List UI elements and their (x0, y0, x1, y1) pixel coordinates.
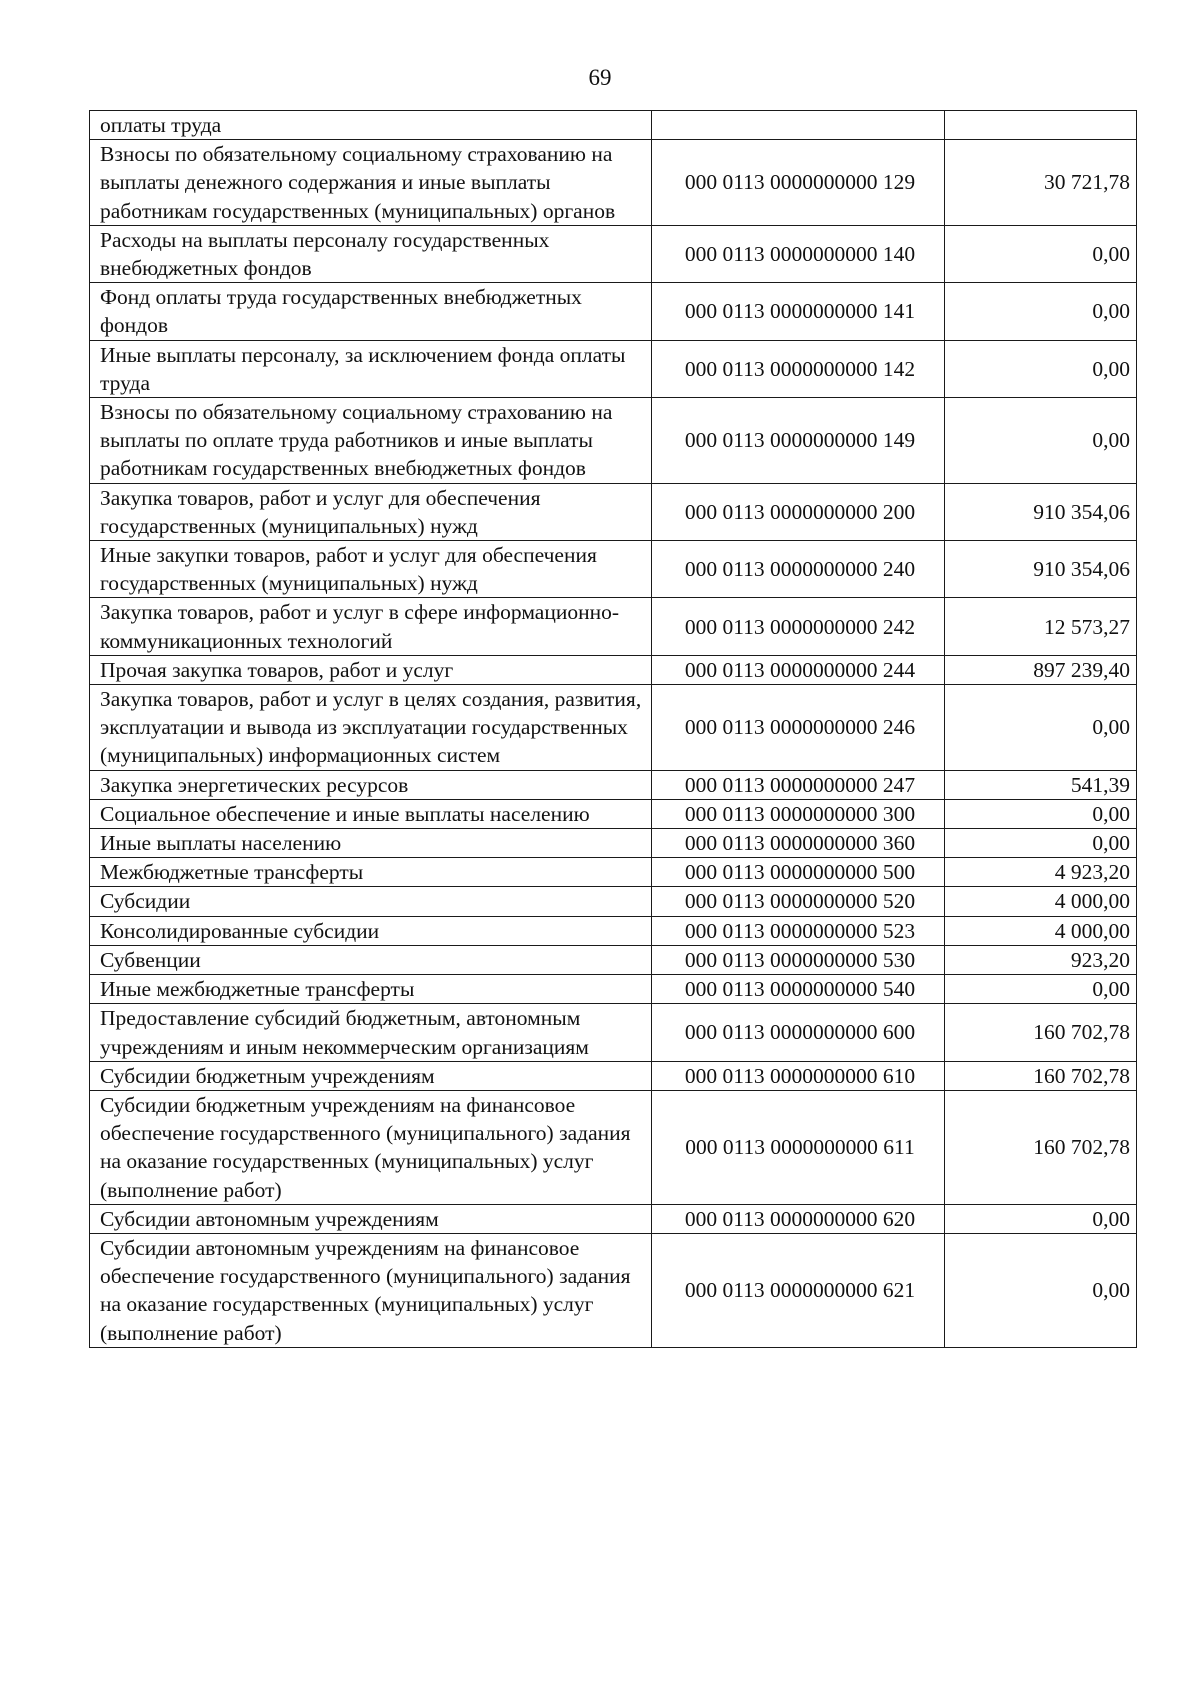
table-row (90, 398, 1137, 484)
row-amount-cell: 30 721,78 (945, 140, 1137, 226)
table-row (90, 829, 1137, 858)
table-row (90, 598, 1137, 655)
row-code-cell: 000 0113 0000000000 246 (652, 685, 945, 771)
row-code-cell: 000 0113 0000000000 620 (652, 1204, 945, 1233)
row-amount-cell: 897 239,40 (945, 655, 1137, 684)
table-row (90, 283, 1137, 340)
row-code-cell: 000 0113 0000000000 149 (652, 398, 945, 484)
row-amount-cell: 0,00 (945, 799, 1137, 828)
row-amount-cell: 160 702,78 (945, 1004, 1137, 1061)
row-name-cell: Социальное обеспечение и иные выплаты населению (90, 799, 652, 828)
table-row (90, 916, 1137, 945)
row-amount-cell: 4 000,00 (945, 916, 1137, 945)
row-amount-cell: 0,00 (945, 975, 1137, 1004)
table-row (90, 1233, 1137, 1347)
row-amount-cell: 160 702,78 (945, 1061, 1137, 1090)
row-code-cell: 000 0113 0000000000 141 (652, 283, 945, 340)
table-row (90, 111, 1137, 140)
row-amount-cell: 0,00 (945, 398, 1137, 484)
row-amount-cell: 0,00 (945, 283, 1137, 340)
row-code-cell: 000 0113 0000000000 140 (652, 225, 945, 282)
row-code-cell: 000 0113 0000000000 300 (652, 799, 945, 828)
table-row (90, 887, 1137, 916)
row-amount-cell: 541,39 (945, 770, 1137, 799)
row-code-cell: 000 0113 0000000000 142 (652, 340, 945, 397)
table-row (90, 799, 1137, 828)
row-name-cell: Субсидии автономным учреждениям на финансовое обеспечение государственного (муниципального) задания на оказание государственных (муниципальных) услуг (выполнение работ) (90, 1233, 652, 1347)
table-row (90, 770, 1137, 799)
row-code-cell: 000 0113 0000000000 600 (652, 1004, 945, 1061)
row-name-cell: Закупка товаров, работ и услуг в целях создания, развития, эксплуатации и вывода из эксплуатации государственных (муниципальных) информационных систем (90, 685, 652, 771)
row-name-cell: Межбюджетные трансферты (90, 858, 652, 887)
row-name-cell: Иные выплаты персоналу, за исключением фонда оплаты труда (90, 340, 652, 397)
row-code-cell: 000 0113 0000000000 610 (652, 1061, 945, 1090)
row-name-cell: Субсидии автономным учреждениям (90, 1204, 652, 1233)
budget-table (89, 110, 1137, 1348)
row-name-cell: оплаты труда (90, 111, 652, 140)
table-row (90, 1204, 1137, 1233)
row-code-cell: 000 0113 0000000000 520 (652, 887, 945, 916)
row-name-cell: Прочая закупка товаров, работ и услуг (90, 655, 652, 684)
row-code-cell: 000 0113 0000000000 611 (652, 1090, 945, 1204)
row-name-cell: Иные закупки товаров, работ и услуг для обеспечения государственных (муниципальных) нужд (90, 541, 652, 598)
row-name-cell: Взносы по обязательному социальному страхованию на выплаты по оплате труда работников и иные выплаты работникам государственных внебюджетных фондов (90, 398, 652, 484)
row-amount-cell: 0,00 (945, 225, 1137, 282)
row-code-cell: 000 0113 0000000000 247 (652, 770, 945, 799)
row-amount-cell: 0,00 (945, 1204, 1137, 1233)
row-name-cell: Закупка товаров, работ и услуг для обеспечения государственных (муниципальных) нужд (90, 483, 652, 540)
row-code-cell: 000 0113 0000000000 244 (652, 655, 945, 684)
row-name-cell: Иные межбюджетные трансферты (90, 975, 652, 1004)
row-code-cell: 000 0113 0000000000 242 (652, 598, 945, 655)
row-amount-cell: 0,00 (945, 1233, 1137, 1347)
row-name-cell: Иные выплаты населению (90, 829, 652, 858)
table-row (90, 541, 1137, 598)
row-name-cell: Закупка товаров, работ и услуг в сфере информационно-коммуникационных технологий (90, 598, 652, 655)
row-code-cell: 000 0113 0000000000 523 (652, 916, 945, 945)
table-row (90, 945, 1137, 974)
row-amount-cell (945, 111, 1137, 140)
row-amount-cell: 0,00 (945, 829, 1137, 858)
row-name-cell: Фонд оплаты труда государственных внебюджетных фондов (90, 283, 652, 340)
page-number: 69 (588, 65, 612, 90)
row-amount-cell: 4 923,20 (945, 858, 1137, 887)
row-code-cell (652, 111, 945, 140)
budget-table-body (90, 111, 1137, 1348)
row-name-cell: Взносы по обязательному социальному страхованию на выплаты денежного содержания и иные выплаты работникам государственных (муниципальных) органов (90, 140, 652, 226)
row-code-cell: 000 0113 0000000000 200 (652, 483, 945, 540)
table-row (90, 1090, 1137, 1204)
row-amount-cell: 0,00 (945, 685, 1137, 771)
row-name-cell: Консолидированные субсидии (90, 916, 652, 945)
table-row (90, 225, 1137, 282)
table-row (90, 483, 1137, 540)
table-row (90, 340, 1137, 397)
row-amount-cell: 0,00 (945, 340, 1137, 397)
row-code-cell: 000 0113 0000000000 540 (652, 975, 945, 1004)
table-row (90, 140, 1137, 226)
table-row (90, 685, 1137, 771)
row-amount-cell: 910 354,06 (945, 483, 1137, 540)
table-row (90, 1061, 1137, 1090)
row-name-cell: Предоставление субсидий бюджетным, автономным учреждениям и иным некоммерческим организациям (90, 1004, 652, 1061)
row-name-cell: Субсидии бюджетным учреждениям (90, 1061, 652, 1090)
row-amount-cell: 12 573,27 (945, 598, 1137, 655)
row-code-cell: 000 0113 0000000000 129 (652, 140, 945, 226)
table-row (90, 975, 1137, 1004)
row-code-cell: 000 0113 0000000000 240 (652, 541, 945, 598)
table-row (90, 655, 1137, 684)
row-name-cell: Субсидии (90, 887, 652, 916)
row-name-cell: Расходы на выплаты персоналу государственных внебюджетных фондов (90, 225, 652, 282)
row-code-cell: 000 0113 0000000000 500 (652, 858, 945, 887)
row-amount-cell: 160 702,78 (945, 1090, 1137, 1204)
row-code-cell: 000 0113 0000000000 360 (652, 829, 945, 858)
row-amount-cell: 910 354,06 (945, 541, 1137, 598)
table-row (90, 1004, 1137, 1061)
row-code-cell: 000 0113 0000000000 621 (652, 1233, 945, 1347)
row-amount-cell: 4 000,00 (945, 887, 1137, 916)
row-code-cell: 000 0113 0000000000 530 (652, 945, 945, 974)
row-name-cell: Субвенции (90, 945, 652, 974)
row-amount-cell: 923,20 (945, 945, 1137, 974)
table-row (90, 858, 1137, 887)
row-name-cell: Закупка энергетических ресурсов (90, 770, 652, 799)
row-name-cell: Субсидии бюджетным учреждениям на финансовое обеспечение государственного (муниципального) задания на оказание государственных (муниципальных) услуг (выполнение работ) (90, 1090, 652, 1204)
